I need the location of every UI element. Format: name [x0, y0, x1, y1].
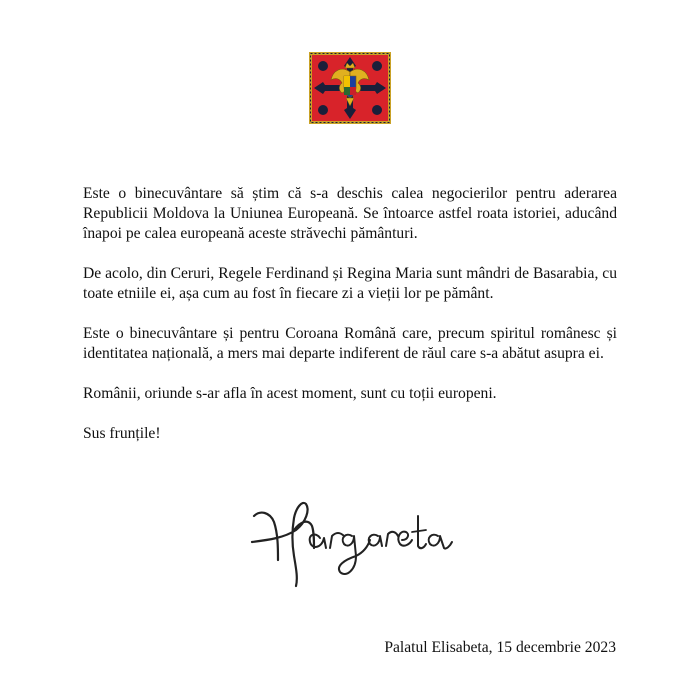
letter-paragraph: Este o binecuvântare să știm că s-a deschis calea negocierilor pentru aderarea Republicii Moldova la Uniunea Europeană. Se întoarce astfel roata istoriei, aducând înapoi pe calea europeană aceste străvechi pământuri. [83, 185, 617, 242]
letter-closing: Sus frunțile! [83, 425, 161, 442]
royal-coat-of-arms-icon [309, 52, 391, 124]
letter-body [83, 184, 617, 464]
handwritten-signature [248, 482, 458, 590]
place-and-date: Palatul Elisabeta, 15 decembrie 2023 [384, 639, 616, 656]
letter-paragraph: Este o binecuvântare și pentru Coroana Română care, precum spiritul românesc și identitatea națională, a mers mai departe indiferent de răul care s-a abătut asupra ei. [83, 325, 617, 362]
letter-paragraph: De acolo, din Ceruri, Regele Ferdinand și Regina Maria sunt mândri de Basarabia, cu toate etniile ei, așa cum au fost în fiecare zi a vieții lor pe pământ. [83, 265, 617, 302]
letter-paragraph: Românii, oriunde s-ar afla în acest moment, sunt cu toții europeni. [83, 385, 497, 402]
